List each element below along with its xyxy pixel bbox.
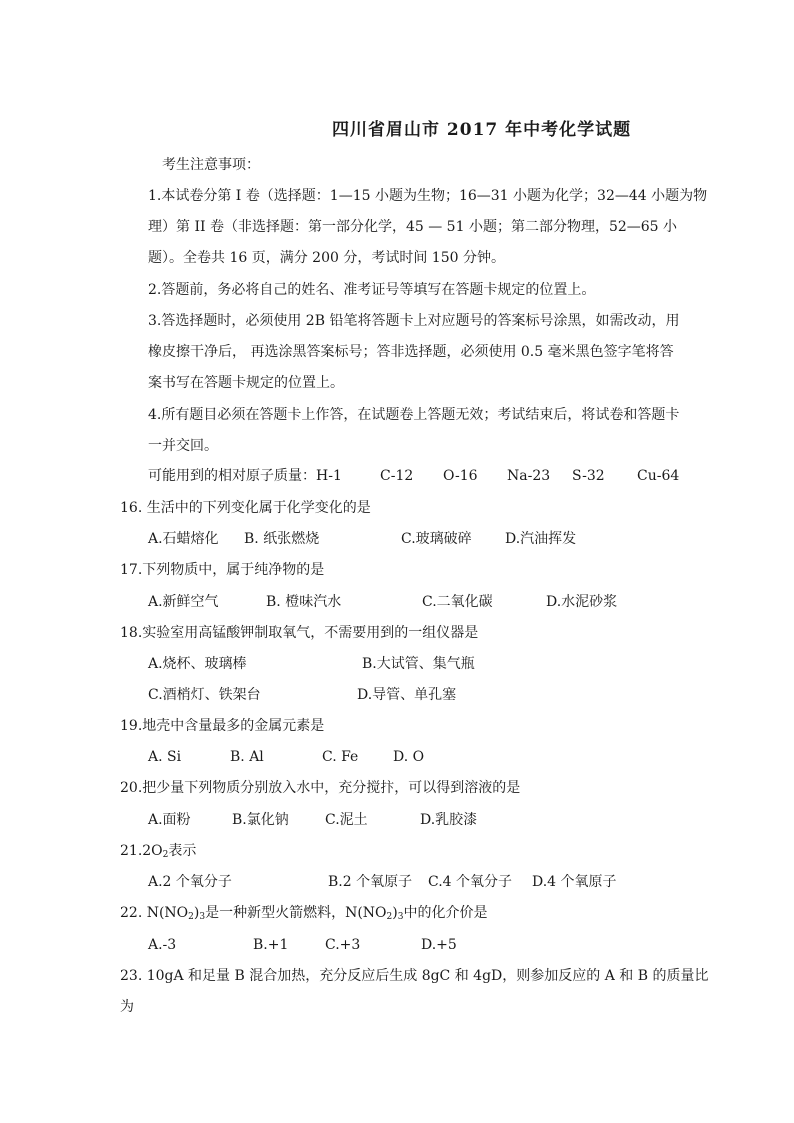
q20-option-c: C.泥土 [325,812,368,828]
q18-option-d: D.导管、单孔塞 [357,687,457,703]
atomic-mass-s: S-32 [572,468,605,484]
q19-option-a: A. Si [148,749,182,765]
notice-item1-line1: 1.本试卷分第 I 卷（选择题：1—15 小题为生物；16—31 小题为化学；32—44 小题为物 [148,188,708,204]
atomic-mass-cu: Cu-64 [637,468,680,484]
atomic-mass-c: C-12 [380,468,414,484]
q22-sub-3: 2 [386,912,393,922]
atomic-mass-label: 可能用到的相对原子质量：H-1 [148,468,342,484]
q22-text-5: 中的化介价是 [403,905,488,921]
q22-option-b: B.+1 [253,937,289,953]
question-19-stem: 19.地壳中含量最多的金属元素是 [120,718,325,734]
notice-item3-line1: 3.答选择题时，必须使用 2B 铅笔将答题卡上对应题号的答案标号涂黑，如需改动，用 [148,313,680,329]
q18-option-a: A.烧杯、玻璃棒 [148,656,247,672]
question-20-stem: 20.把少量下列物质分别放入水中，充分搅抃，可以得到溶液的是 [120,780,521,796]
notice-item1-line2: 理）第 II 卷（非选择题：第一部分化学，45 — 51 小题；第二部分物理，52—65 小 [148,219,678,235]
q17-option-a: A.新鲜空气 [148,594,219,610]
q16-option-d: D.汽油挥发 [505,531,577,547]
q21-option-c: C.4 个氧分子 [428,874,513,890]
q20-option-a: A.面粉 [148,812,191,828]
q21-stem-text: 21.2O [120,843,163,859]
q18-option-b: B.大试管、集气瓶 [362,656,475,672]
notice-item1-line3: 题）。全卷共 16 页，满分 200 分，考试时间 150 分钟。 [148,250,505,266]
q20-option-d: D.乳胶漆 [420,812,478,828]
q17-option-d: D.水泥砂浆 [546,594,618,610]
q19-option-d: D. O [393,749,425,765]
q17-option-b: B. 橙味汽水 [266,594,342,610]
question-17-stem: 17.下列物质中，属于纯净物的是 [120,562,325,578]
notice-heading: 考生注意事项： [162,157,260,173]
question-18-stem: 18.实验室用高锰酸钾制取氧气，不需要用到的一组仪器是 [120,625,479,641]
question-21-stem [120,841,196,861]
q22-text-2: ) [193,905,200,921]
q17-option-c: C.二氧化碳 [422,594,493,610]
atomic-mass-na: Na-23 [507,468,551,484]
q21-stem-suffix: 表示 [168,843,197,859]
q22-sub-2: 3 [199,912,206,922]
atomic-mass-o: O-16 [443,468,478,484]
notice-item2: 2.答题前，务必将自己的姓名、准考证号等填写在答题卡规定的位置上。 [148,282,596,298]
q22-text-4: ) [392,905,398,921]
q22-text-3: 是一种新型火箭燃料，N(NO [205,905,387,921]
question-23-stem-line2: 为 [120,999,134,1015]
q22-sub-4: 3 [397,912,404,922]
notice-item4-line2: 一并交回。 [148,438,218,454]
notice-item4-line1: 4.所有题目必须在答题卡上作答，在试题卷上答题无效；考试结束后，将试卷和答题卡 [148,407,680,423]
q19-option-c: C. Fe [322,749,359,765]
q18-option-c: C.酒梢灯、铁架台 [148,687,261,703]
notice-item3-line2: 橡皮擦干净后， 再选涂黑答案标号；答非选择题，必须使用 0.5 毫米黑色签字笔将答 [148,344,674,360]
q21-option-b: B.2 个氧原子 [328,874,413,890]
q22-sub-1: 2 [188,912,194,922]
q19-option-b: B. Al [230,749,264,765]
q20-option-b: B.氯化钠 [232,812,289,828]
q22-option-a: A.-3 [148,937,177,953]
question-23-stem-line1: 23. 10gA 和足量 B 混合加热，充分反应后生成 8gC 和 4gD，则参加反应的 A 和 B 的质量比 [120,968,709,984]
q21-subscript: 2 [162,850,169,860]
q21-option-a: A.2 个氧分子 [148,874,232,890]
q16-option-a: A.石蜡熔化 [148,531,219,547]
notice-item3-line3: 案书写在答题卡规定的位置上。 [148,375,344,391]
q22-text-1: 22. N(NO [120,905,189,921]
q16-option-b: B. 纸张燃烧 [244,531,320,547]
q21-option-d: D.4 个氧原子 [532,874,617,890]
q16-option-c: C.玻璃破碎 [401,531,472,547]
page-title: 四川省眉山市 2017 年中考化学试题 [332,120,632,140]
q22-option-c: C.+3 [325,937,361,953]
q22-option-d: D.+5 [421,937,457,953]
question-22-stem [120,903,487,923]
question-16-stem: 16. 生活中的下列变化属于化学变化的是 [120,500,371,516]
